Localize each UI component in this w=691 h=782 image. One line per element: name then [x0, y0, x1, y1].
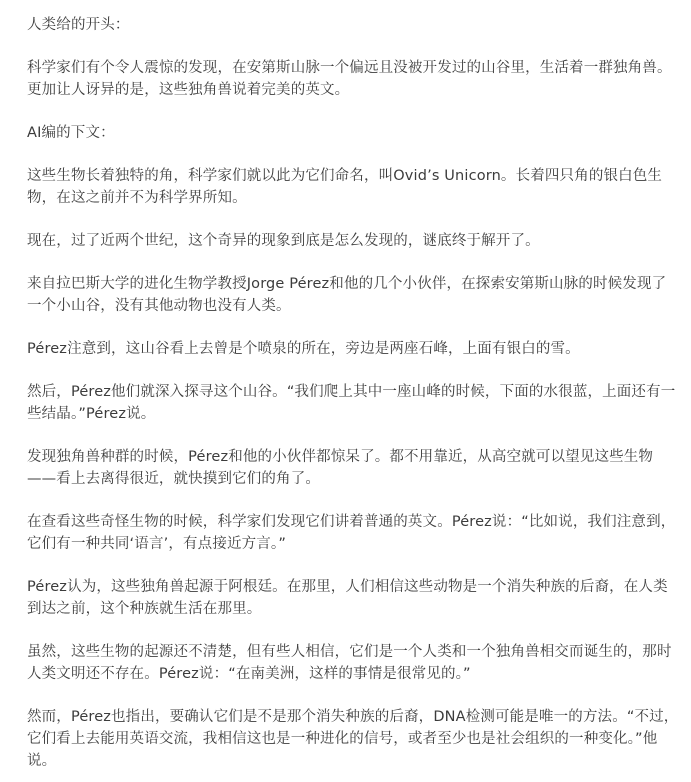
ai-paragraph: 然而，Pérez也指出，要确认它们是不是那个消失种族的后裔，DNA检测可能是唯一的方法。“不过，它们看上去能用英语交流，我相信这也是一种进化的信号，或者至少也是社会组织的一种变化。”他说。	[27, 709, 679, 769]
ai-paragraph: 这些生物长着独特的角，科学家们就以此为它们命名，叫Ovid’s Unicorn。长着四只角的银白色生物，在这之前并不为科学界所知。	[27, 168, 663, 206]
ai-paragraph: 现在，过了近两个世纪，这个奇异的现象到底是怎么发现的，谜底终于解开了。	[27, 233, 540, 249]
ai-paragraph: 在查看这些奇怪生物的时候，科学家们发现它们讲着普通的英文。Pérez说：“比如说，我们注意到，它们有一种共同‘语言’，有点接近方言。”	[27, 514, 676, 552]
ai-paragraph: Pérez认为，这些独角兽起源于阿根廷。在那里，人们相信这些动物是一个消失种族的后裔，在人类到达之前，这个种族就生活在那里。	[27, 579, 668, 617]
ai-paragraph: 然后，Pérez他们就深入探寻这个山谷。“我们爬上其中一座山峰的时候，下面的水很蓝，上面还有一些结晶。”Pérez说。	[27, 384, 676, 422]
ai-paragraph: 来自拉巴斯大学的进化生物学教授Jorge Pérez和他的几个小伙伴，在探索安第斯山脉的时候发现了一个小山谷，没有其他动物也没有人类。	[27, 276, 667, 314]
ai-paragraph: 虽然，这些生物的起源还不清楚，但有些人相信，它们是一个人类和一个独角兽相交而诞生的，那时人类文明还不存在。Pérez说：“在南美洲，这样的事情是很常见的。”	[27, 644, 672, 682]
human-heading: 人类给的开头：	[27, 17, 130, 33]
article-body	[27, 14, 679, 772]
ai-paragraph: Pérez注意到，这山谷看上去曾是个喷泉的所在，旁边是两座石峰，上面有银白的雪。	[27, 341, 580, 357]
ai-paragraph: 发现独角兽种群的时候，Pérez和他的小伙伴都惊呆了。都不用靠近，从高空就可以望见这些生物——看上去离得很近，就快摸到它们的角了。	[27, 449, 654, 487]
human-prompt-paragraph: 科学家们有个令人震惊的发现，在安第斯山脉一个偏远且没被开发过的山谷里，生活着一群独角兽。更加让人讶异的是，这些独角兽说着完美的英文。	[27, 60, 672, 98]
ai-heading: AI编的下文：	[27, 125, 115, 141]
